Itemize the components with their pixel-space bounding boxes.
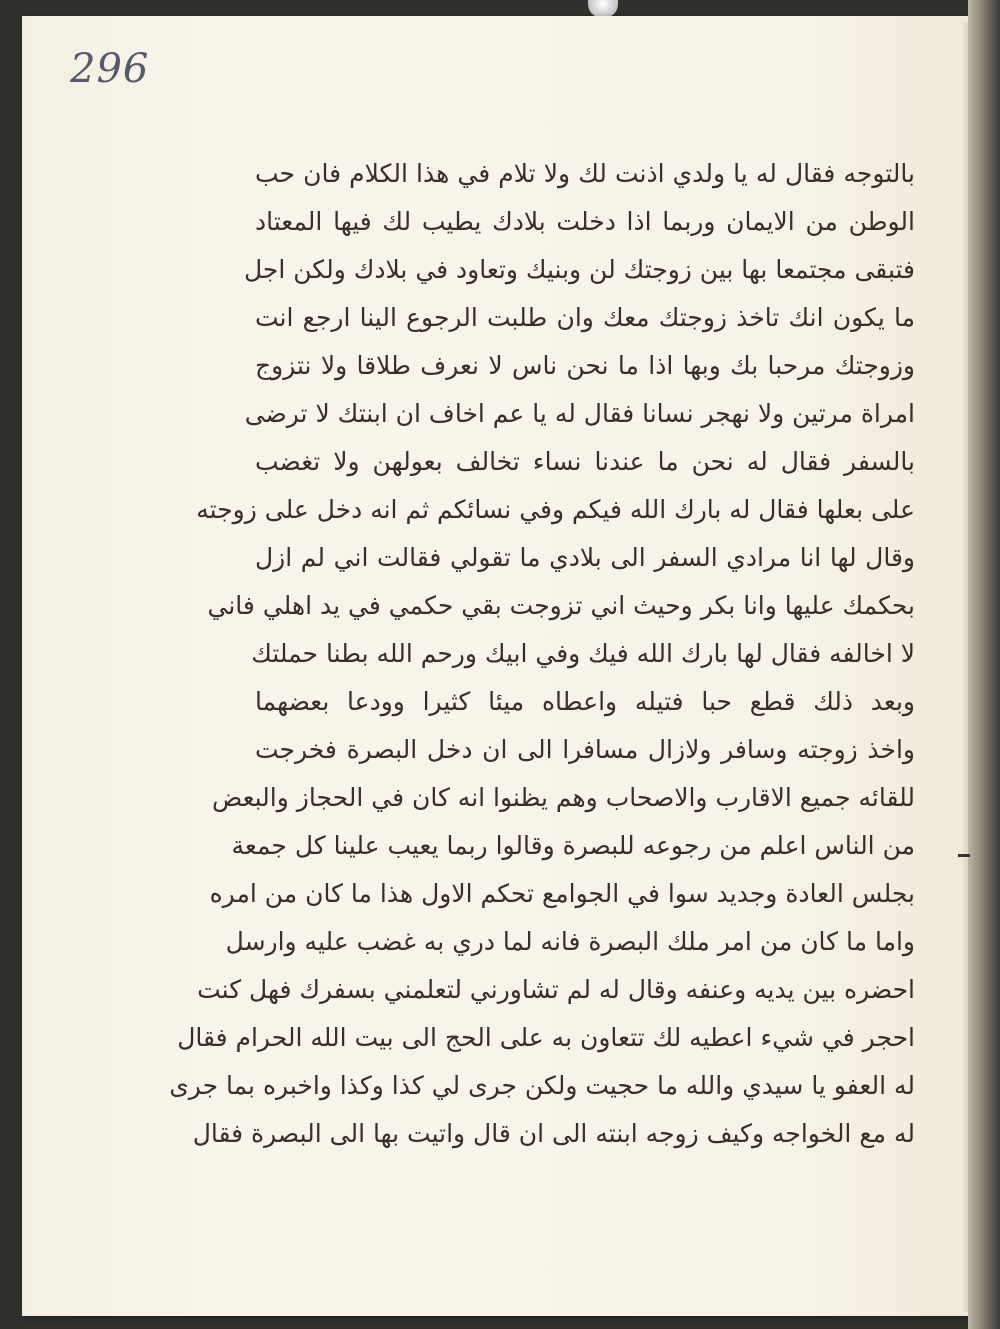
- text-line: لا اخالفه فقال لها بارك الله فيك وفي ابيك ورحم الله بطنا حملتك: [251, 639, 915, 668]
- text-line: بحكمك عليها وانا بكر وحيث اني تزوجت بقي حكمي في يد اهلي فاني: [207, 591, 915, 620]
- manuscript-text-block: [169, 150, 915, 1158]
- text-line: على بعلها فقال له بارك الله فيكم وفي نسائكم ثم انه دخل على زوجته: [196, 495, 915, 524]
- text-line: وبعد ذلك قطع حبا فتيله واعطاه ميئا كثيرا وودعا بعضهما: [255, 687, 915, 716]
- text-line: من الناس اعلم من رجوعه للبصرة وقالوا ربما يعيب علينا كل جمعة: [231, 831, 915, 860]
- text-line: له العفو يا سيدي والله ما حجيت ولكن جرى لي كذا وكذا واخبره بما جرى: [169, 1071, 915, 1100]
- text-line: امراة مرتين ولا نهجر نسانا فقال له يا عم اخاف ان ابنتك لا ترضى: [244, 399, 915, 428]
- text-line: له مع الخواجه وكيف زوجه ابنته الى ان قال واتيت بها الى البصرة فقال: [192, 1119, 915, 1148]
- margin-mark: [958, 854, 970, 857]
- text-line: واخذ زوجته وسافر ولازال مسافرا الى ان دخل البصرة فخرجت: [255, 735, 915, 764]
- text-line: واما ما كان من امر ملك البصرة فانه لما دري به غضب عليه وارسل: [225, 927, 915, 956]
- text-line: احجر في شيء اعطيه لك تتعاون به على الحج الى بيت الله الحرام فقال: [177, 1023, 915, 1052]
- text-line: وزوجتك مرحبا بك وبها اذا ما نحن ناس لا نعرف طلاقا ولا نتزوج: [255, 351, 915, 380]
- text-line: للقائه جميع الاقارب والاصحاب وهم يظنوا انه كان في الحجاز والبعض: [211, 783, 915, 812]
- text-line: فتبقى مجتمعا بها بين زوجتك لن وبنيك وتعاود في بلادك ولكن اجل: [244, 255, 915, 284]
- text-line: ما يكون انك تاخذ زوجتك معك وان طلبت الرجوع الينا ارجع انت: [255, 303, 915, 332]
- text-line: بالتوجه فقال له يا ولدي اذنت لك ولا تلام في هذا الكلام فان حب: [255, 159, 915, 188]
- text-line: الوطن من الايمان وربما اذا دخلت بلادك يطيب لك فيها المعتاد: [255, 207, 915, 236]
- text-line: وقال لها انا مرادي السفر الى بلادي ما تقولي فقالت اني لم ازل: [255, 543, 915, 572]
- text-line: احضره بين يديه وعنفه وقال له لم تشاورني لتعلمني بسفرك فهل كنت: [197, 975, 915, 1004]
- binding-edge: [968, 0, 1000, 1329]
- text-line: بجلس العادة وجديد سوا في الجوامع تحكم الاول هذا ما كان من امره: [209, 879, 915, 908]
- text-line: بالسفر فقال له نحن ما عندنا نساء تخالف بعولهن ولا تغضب: [255, 447, 915, 476]
- folio-number: 296: [70, 46, 150, 92]
